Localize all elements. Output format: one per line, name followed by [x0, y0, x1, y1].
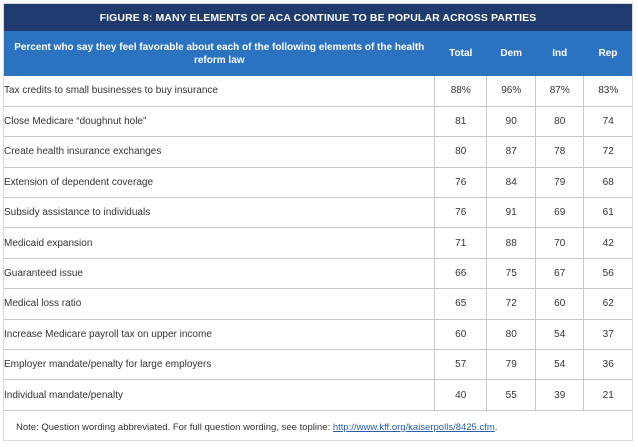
- table-body: [4, 76, 632, 410]
- row-label: Create health insurance exchanges: [4, 137, 435, 167]
- cell-ind: 39: [535, 380, 583, 410]
- cell-rep: 37: [584, 319, 632, 349]
- row-label: Close Medicare “doughnut hole”: [4, 106, 435, 136]
- row-label: Medical loss ratio: [4, 289, 435, 319]
- table-row: [4, 228, 632, 258]
- cell-ind: 70: [535, 228, 583, 258]
- table-row: [4, 350, 632, 380]
- cell-rep: 42: [584, 228, 632, 258]
- cell-rep: 62: [584, 289, 632, 319]
- table-row: [4, 319, 632, 349]
- figure-container: [3, 3, 633, 441]
- cell-dem: 90: [487, 106, 536, 136]
- cell-ind: 79: [535, 167, 583, 197]
- row-label: Extension of dependent coverage: [4, 167, 435, 197]
- cell-dem: 75: [487, 258, 536, 288]
- footnote: [16, 422, 497, 433]
- table-row: [4, 198, 632, 228]
- row-label: Guaranteed issue: [4, 258, 435, 288]
- table-row: [4, 167, 632, 197]
- cell-total: 40: [435, 380, 487, 410]
- cell-dem: 80: [487, 319, 536, 349]
- column-header-rep: Rep: [598, 48, 618, 59]
- footnote-text: Note: Question wording abbreviated. For full question wording, see topline:: [16, 422, 333, 433]
- column-header-dem: Dem: [500, 48, 523, 59]
- cell-dem: 55: [487, 380, 536, 410]
- cell-ind: 54: [535, 350, 583, 380]
- column-header-total: Total: [449, 48, 473, 59]
- cell-total: 88%: [435, 76, 487, 106]
- cell-rep: 56: [584, 258, 632, 288]
- cell-ind: 78: [535, 137, 583, 167]
- cell-rep: 74: [584, 106, 632, 136]
- table-row: [4, 289, 632, 319]
- cell-dem: 96%: [487, 76, 536, 106]
- cell-rep: 36: [584, 350, 632, 380]
- cell-ind: 60: [535, 289, 583, 319]
- table-header-row: [4, 31, 632, 76]
- cell-dem: 91: [487, 198, 536, 228]
- cell-rep: 61: [584, 198, 632, 228]
- row-label: Individual mandate/penalty: [4, 380, 435, 410]
- cell-rep: 83%: [584, 76, 632, 106]
- cell-ind: 69: [535, 198, 583, 228]
- row-label: Tax credits to small businesses to buy insurance: [4, 76, 435, 106]
- cell-rep: 72: [584, 137, 632, 167]
- table-row: [4, 380, 632, 410]
- favorability-table: [4, 31, 632, 411]
- cell-total: 60: [435, 319, 487, 349]
- cell-total: 81: [435, 106, 487, 136]
- cell-total: 76: [435, 167, 487, 197]
- cell-total: 80: [435, 137, 487, 167]
- cell-dem: 84: [487, 167, 536, 197]
- figure-title: FIGURE 8: MANY ELEMENTS OF ACA CONTINUE TO BE POPULAR ACROSS PARTIES: [4, 4, 632, 31]
- cell-ind: 54: [535, 319, 583, 349]
- table-row: [4, 258, 632, 288]
- cell-ind: 87%: [535, 76, 583, 106]
- table-row: [4, 137, 632, 167]
- cell-total: 66: [435, 258, 487, 288]
- row-label: Subsidy assistance to individuals: [4, 198, 435, 228]
- column-header-ind: Ind: [552, 48, 568, 59]
- row-label: Employer mandate/penalty for large employers: [4, 350, 435, 380]
- cell-total: 71: [435, 228, 487, 258]
- cell-rep: 21: [584, 380, 632, 410]
- cell-dem: 72: [487, 289, 536, 319]
- cell-dem: 79: [487, 350, 536, 380]
- question-header: Percent who say they feel favorable about each of the following elements of the health reform law: [14, 41, 425, 66]
- cell-total: 57: [435, 350, 487, 380]
- footnote-end: .: [494, 422, 498, 433]
- table-row: [4, 106, 632, 136]
- topline-link[interactable]: http://www.kff.org/kaiserpolls/8425.cfm: [332, 422, 495, 433]
- row-label: Increase Medicare payroll tax on upper income: [4, 319, 435, 349]
- cell-total: 65: [435, 289, 487, 319]
- cell-rep: 68: [584, 167, 632, 197]
- table-row: [4, 76, 632, 106]
- row-label: Medicaid expansion: [4, 228, 435, 258]
- cell-total: 76: [435, 198, 487, 228]
- cell-ind: 80: [535, 106, 583, 136]
- cell-dem: 87: [487, 137, 536, 167]
- cell-ind: 67: [535, 258, 583, 288]
- cell-dem: 88: [487, 228, 536, 258]
